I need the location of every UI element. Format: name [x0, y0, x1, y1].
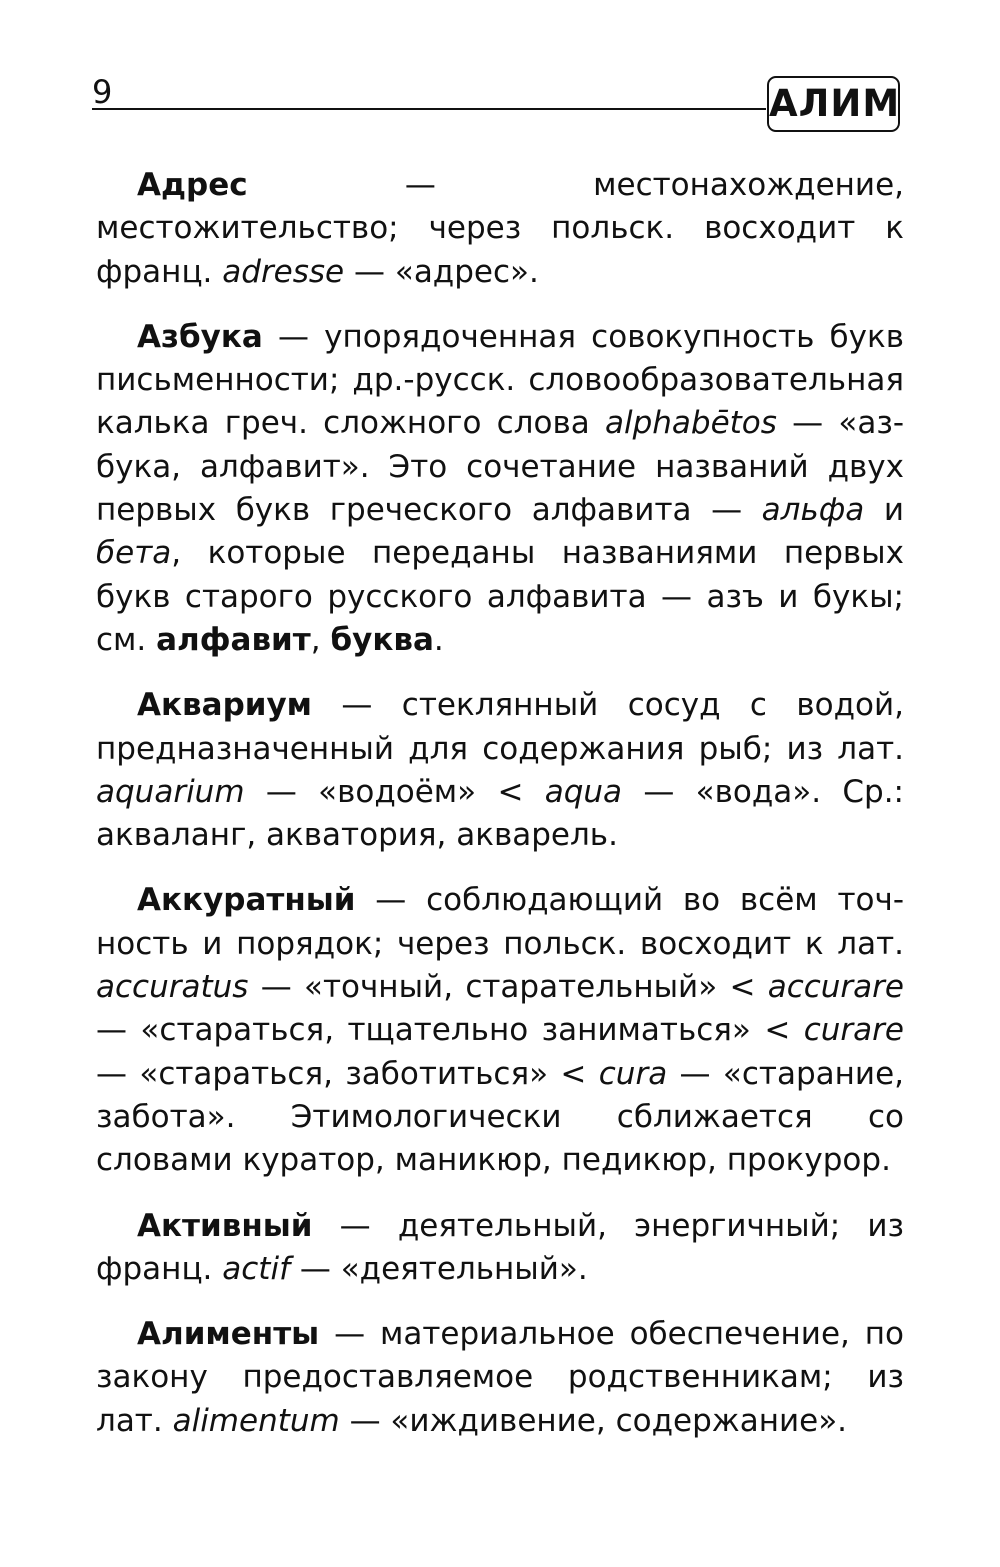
definition-text: — упорядоченная совокупность букв письменности; др.-русск. словообразовательная калька греч. сложного слова — [96, 318, 904, 442]
definition-text: — стеклянный сосуд с водой, предназначенный для содержания рыб; из лат. — [96, 687, 904, 767]
definition-text: — «точный, старательный» < — [248, 969, 768, 1006]
cross-reference: буква — [330, 621, 434, 658]
cross-reference: алфавит — [156, 621, 311, 658]
headword: Адрес — [137, 167, 248, 203]
definition-text: — деятельный, энергичный; из франц. — [96, 1207, 904, 1287]
guide-word-box: АЛИМ — [767, 76, 900, 132]
etymon: alphabētos — [604, 405, 777, 442]
definition-text: — «азбука, алфавит». Это сочетание названий двух первых букв греческого алфавита — — [96, 405, 905, 529]
entry-akkuratnyj — [96, 879, 904, 1182]
etymon: curare — [803, 1012, 904, 1049]
page-header — [92, 70, 900, 140]
definition-text: — «вода». Ср.: акваланг, акватория, акварель. — [96, 773, 905, 854]
definition-text: — «иждивение, содержание». — [339, 1402, 848, 1439]
entry-alimenty — [96, 1313, 904, 1443]
entry-adres — [96, 164, 904, 294]
etymon: альфа — [761, 492, 865, 529]
headword: Азбука — [137, 318, 263, 355]
etymon: бета — [96, 535, 172, 572]
definition-text: — местонахождение, местожительство; через польск. восходит к франц. — [96, 167, 904, 290]
page-number: 9 — [92, 73, 113, 111]
etymon: aqua — [544, 773, 623, 810]
definition-text: — «адрес». — [344, 253, 539, 290]
definition-text: — соблюдающий во всём точность и порядок; через польск. восходит к лат. — [96, 882, 904, 962]
entry-akvarium — [96, 684, 904, 857]
headword: Аккуратный — [137, 882, 356, 919]
etymon: actif — [222, 1250, 290, 1287]
definition-text: — «стараться, тщательно заниматься» < — [96, 1012, 804, 1049]
definition-text: и — [864, 492, 904, 529]
etymon: accurare — [767, 969, 904, 1006]
etymon: adresse — [222, 253, 345, 290]
definition-text: . — [433, 621, 444, 658]
entry-aktivnyj — [96, 1205, 904, 1292]
headword: Аквариум — [137, 687, 313, 724]
etymon: accuratus — [96, 969, 249, 1006]
etymon: aquarium — [96, 773, 245, 810]
headword: Алименты — [137, 1316, 320, 1353]
definition-text: — материальное обеспечение, по закону предоставляемое родственникам; из лат. — [96, 1316, 904, 1439]
headword: Активный — [137, 1207, 313, 1244]
etymon: alimentum — [172, 1402, 340, 1439]
definition-text: — «деятельный». — [290, 1250, 588, 1287]
definition-text: , — [310, 621, 331, 658]
definition-text: — «водоём» < — [244, 773, 545, 810]
entry-azbuka — [96, 316, 904, 662]
etymon: cura — [598, 1055, 668, 1092]
definition-text: — «стараться, заботиться» < — [96, 1055, 599, 1092]
header-rule — [92, 108, 766, 110]
definition-text: — «старание, забота». Этимологически сближается со словами куратор, маникюр, педикюр, прокурор. — [96, 1055, 904, 1179]
dictionary-entries — [96, 164, 904, 1443]
definition-text: , которые переданы названиями первых букв старого русского алфавита — азъ и букы; см. — [96, 535, 904, 658]
